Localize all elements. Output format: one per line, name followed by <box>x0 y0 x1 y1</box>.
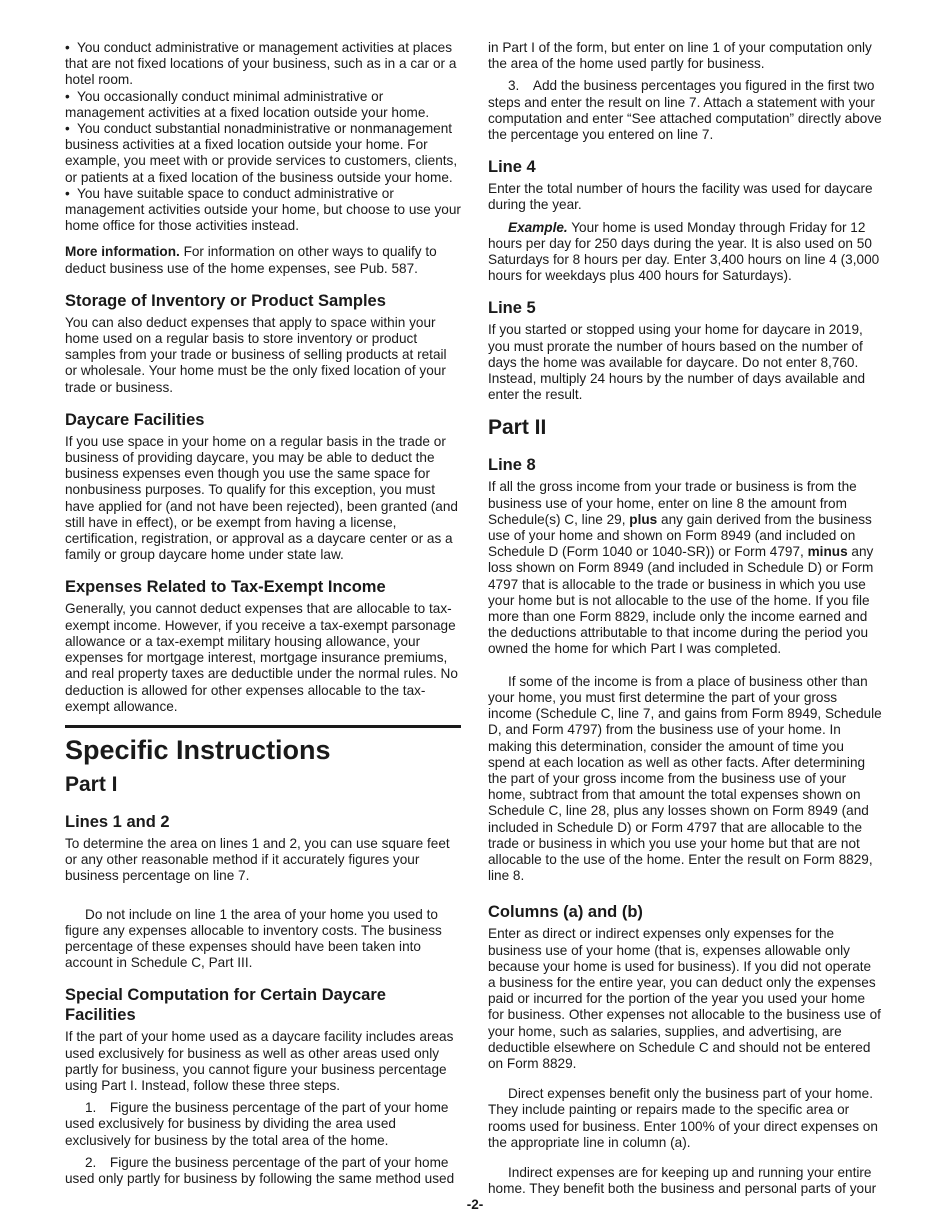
bullet-item: • You have suitable space to conduct administrative or management activities outside your home, but choose to use your home office for those activities instead. <box>65 186 461 235</box>
example-text: Your home is used Monday through Friday for 12 hours per day for 250 days during the year. It is also used on 50 Saturdays for 8 hours per day. Enter 3,400 hours on line 4 (3,000 hours for weekdays plus 400 hours for Saturdays). <box>488 219 880 284</box>
more-info-label: More information. <box>65 244 180 260</box>
example-paragraph <box>488 220 882 285</box>
daycare-paragraph: If you use space in your home on a regular basis in the trade or business of providing daycare, you may be able to deduct the business expenses even though you use the same space for nonbusiness purposes. To qualify for this exception, you must have applied for (and not have been rejected), been granted (and still have in effect), or be exempt from having a license, certification, registration, or approval as a daycare center or as a family or group daycare home under state law. <box>65 433 458 563</box>
line8-heading: Line 8 <box>488 456 536 475</box>
lines12-paragraph-1: To determine the area on lines 1 and 2, you can use square feet or any other reasonable method if it accurately figures your business percentage on line 7. <box>65 835 450 884</box>
line8-paragraph-1 <box>488 479 882 657</box>
step-2-continued: in Part I of the form, but enter on line 1 of your computation only the area of the home used partly for business. <box>488 40 872 72</box>
bullet-item: • You occasionally conduct minimal administrative or management activities at a fixed location outside your home. <box>65 89 461 121</box>
bullet-item: • You conduct substantial nonadministrative or nonmanagement business activities at a fixed location outside your home. For example, you meet with or provide services to customers, clients, or patients at a fixed location of the business outside your home. <box>65 121 461 186</box>
special-paragraph: If the part of your home used as a daycare facility includes areas used exclusively for business as well as other areas used only partly for business, you cannot figure your business percentage using Part I. Instead, follow these three steps. <box>65 1029 454 1093</box>
line8-text-a: If all the gross income from your trade or business is from the business use of your home, enter on line 8 the amount from Schedule(s) C, line 29, <box>488 479 857 527</box>
line4-heading: Line 4 <box>488 158 536 177</box>
lines12-paragraph-2: Do not include on line 1 the area of your home you used to figure any expenses allocable to inventory costs. The business percentage of these expenses should have been taken into account in Schedule C, Part III. <box>65 906 442 971</box>
line5-heading: Line 5 <box>488 299 536 318</box>
columns-paragraph-2: Direct expenses benefit only the business part of your home. They include painting or repairs made to the specific area or rooms used for business. Enter 100% of your direct expenses on the appropriate line in column (a). <box>488 1086 878 1150</box>
taxexempt-heading: Expenses Related to Tax-Exempt Income <box>65 578 386 597</box>
step-3: 3. Add the business percentages you figured in the first two steps and enter the result on line 7. Attach a statement with your computation and enter “See attached computation” directly above the percentage you entered on line 7. <box>488 78 882 143</box>
plus-word: plus <box>629 511 658 527</box>
columns-paragraph-1: Enter as direct or indirect expenses only expenses for the business use of your home (that is, expenses allowable only because your home is used for business). If you did not operate a business for the entire year, you can deduct only the expenses paid or incurred for the portion of the year you used your home for business. Other expenses not allocable to the business use of your home, such as salaries, supplies, and advertising, are deductible elsewhere on Schedule C and should not be entered on Form 8829. <box>488 926 881 1071</box>
part2-heading: Part II <box>488 416 547 440</box>
right-column <box>488 40 882 1197</box>
line8-paragraph-2: If some of the income is from a place of business other than your home, you must first determine the part of your gross income (Schedule C, line 7, and gains from Form 8949, Schedule D, and Form 4797) from the business use of your home. In making this determination, consider the amount of time you spend at each location as well as other facts. After determining the part of your gross income from the business use of your home, subtract from that amount the total expenses shown on Schedule C, line 28, plus any losses shown on Form 8949 (and included in Schedule D) or Form 4797 that are allocable to the trade or business in which you use your home but that are not allocable to the use of the home. Enter the result on Form 8829, line 8. <box>488 673 882 884</box>
special-computation-heading: Special Computation for Certain Daycare Facilities <box>65 986 386 1025</box>
minus-word: minus <box>807 544 848 560</box>
line5-paragraph: If you started or stopped using your home for daycare in 2019, you must prorate the number of hours based on the number of days the home was available for daycare. Do not enter 8,760. Instead, multiply 24 hours by the number of days available and enter the result. <box>488 322 866 403</box>
section-divider <box>65 725 461 728</box>
example-label: Example. <box>508 219 568 235</box>
storage-heading: Storage of Inventory or Product Samples <box>65 291 386 310</box>
line4-paragraph: Enter the total number of hours the facility was used for daycare during the year. <box>488 181 873 213</box>
more-info-paragraph <box>65 244 461 276</box>
lines12-heading: Lines 1 and 2 <box>65 812 170 831</box>
more-info-text: For information on other ways to qualify to deduct business use of the home expenses, see Pub. 587. <box>65 244 437 276</box>
line8-text-c: any loss shown on Form 8949 (and included in Schedule D) or Form 4797 that is allocable to the trade or business in which you use your home but is not allocable to the use of the home. If you file more than one Form 8829, include only the income earned and the deductions attributable to that income during the period you owned the home for which Part I was completed. <box>488 544 874 657</box>
columns-heading: Columns (a) and (b) <box>488 903 643 922</box>
bullet-item: • You conduct administrative or management activities at places that are not fixed locations of your business, such as in a car or a hotel room. <box>65 40 461 89</box>
storage-paragraph: You can also deduct expenses that apply to space within your home used on a regular basis to store inventory or product samples from your trade or business of selling products at retail or wholesale. Your home must be the only fixed location of your trade or business. <box>65 314 447 395</box>
columns-paragraph-3: Indirect expenses are for keeping up and running your entire home. They benefit both the business and personal parts of your <box>488 1164 877 1197</box>
daycare-heading: Daycare Facilities <box>65 410 205 429</box>
line8-text-b: any gain derived from the business use of your home and shown on Form 8949 (and included on Schedule D (Form 1040 or 1040-SR)) or Form 4797, <box>488 511 872 560</box>
page-number: -2- <box>466 1197 484 1212</box>
specific-instructions-heading: Specific Instructions <box>65 734 331 765</box>
taxexempt-paragraph: Generally, you cannot deduct expenses that are allocable to tax-exempt income. However, if you receive a tax-exempt parsonage allowance or a tax-exempt military housing allowance, your expenses for mortgage interest, mortgage insurance premiums, and real property taxes are deductible under the normal rules. No deduction is allowed for other expenses allocable to the tax-exempt allowance. <box>65 601 458 714</box>
left-column <box>65 40 461 1187</box>
step-2: 2. Figure the business percentage of the part of your home used only partly for business by following the same method used <box>65 1154 455 1186</box>
part1-heading: Part I <box>65 772 118 796</box>
step-1: 1. Figure the business percentage of the part of your home used exclusively for business by dividing the area used exclusively for business by the total area of the home. <box>65 1100 449 1148</box>
